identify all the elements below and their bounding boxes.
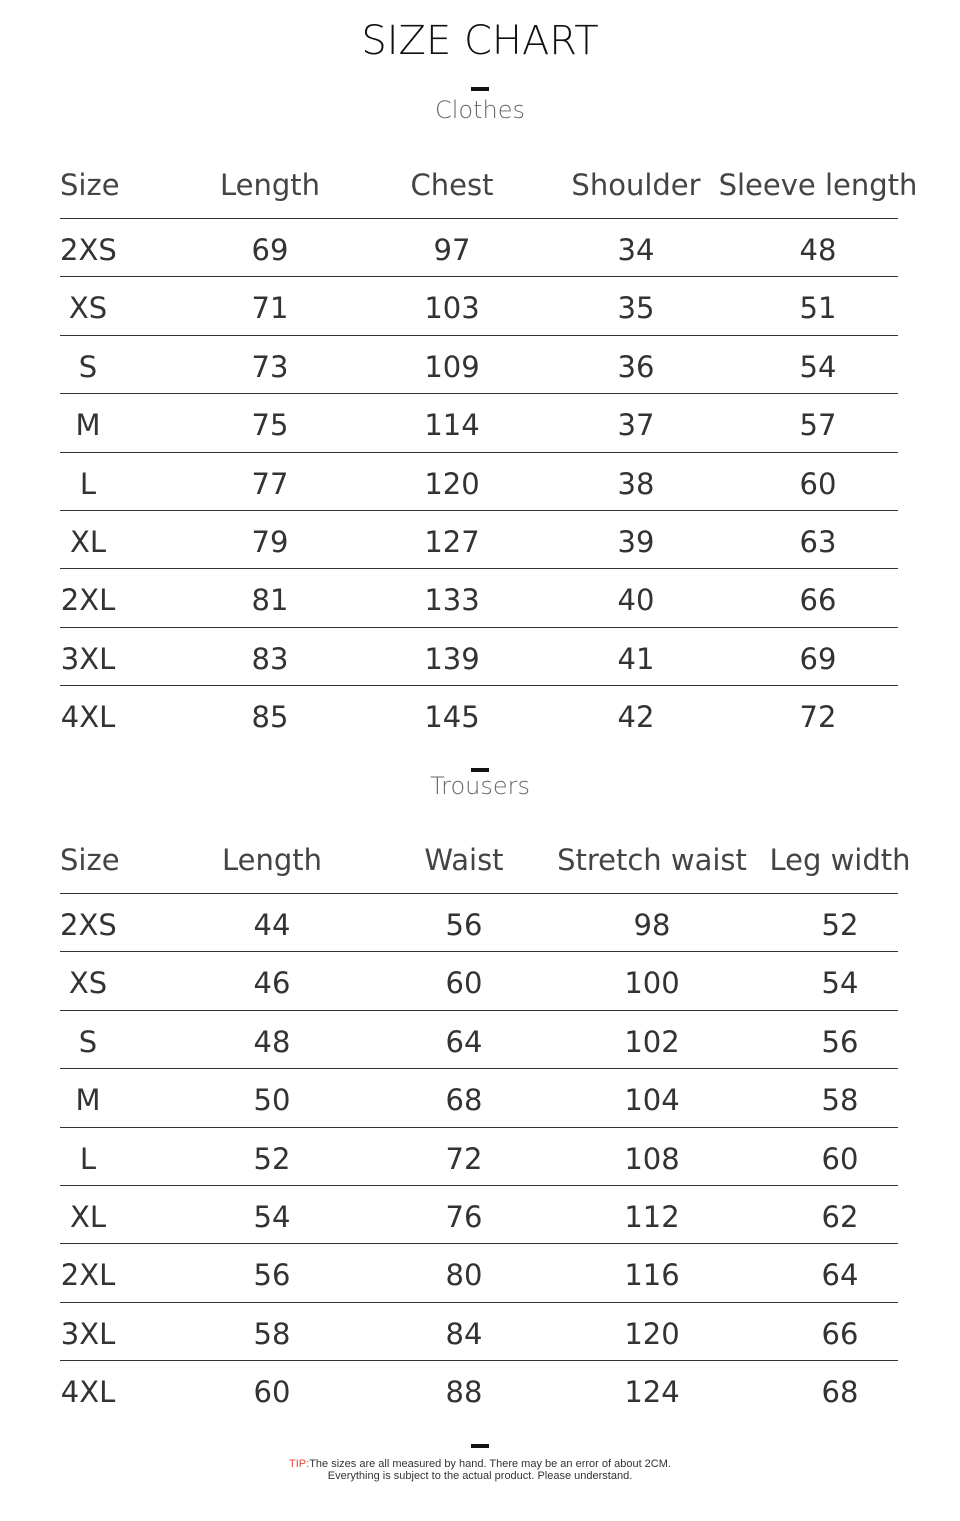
size-cell: L	[79, 1141, 97, 1176]
column-header: Leg width	[769, 843, 911, 877]
measurement-cell: 36	[617, 349, 655, 384]
measurement-cell: 38	[617, 466, 655, 501]
measurement-cell: 52	[253, 1141, 291, 1176]
size-cell: S	[78, 1024, 98, 1059]
measurement-cell: 60	[799, 466, 837, 501]
measurement-cell: 145	[424, 700, 480, 735]
measurement-cell: 66	[821, 1316, 859, 1351]
measurement-cell: 54	[799, 349, 837, 384]
measurement-cell: 50	[253, 1083, 291, 1118]
measurement-cell: 57	[799, 408, 837, 443]
table-row	[60, 627, 898, 685]
size-cell: 4XL	[60, 1375, 116, 1410]
measurement-cell: 133	[424, 583, 480, 618]
column-header: Stretch waist	[557, 843, 747, 877]
measurement-cell: 54	[253, 1199, 291, 1234]
measurement-cell: 39	[617, 524, 655, 559]
measurement-cell: 56	[445, 908, 483, 942]
measurement-cell: 72	[445, 1141, 483, 1176]
table-row	[60, 335, 898, 393]
measurement-cell: 40	[617, 583, 655, 618]
measurement-cell: 60	[821, 1141, 859, 1176]
measurement-cell: 120	[424, 466, 480, 501]
table-row	[60, 510, 898, 568]
size-cell: M	[75, 1083, 101, 1118]
measurement-cell: 66	[799, 583, 837, 618]
measurement-cell: 48	[799, 233, 837, 267]
section-divider-tip	[471, 1444, 489, 1448]
measurement-cell: 68	[445, 1083, 483, 1118]
measurement-cell: 34	[617, 233, 655, 267]
measurement-cell: 72	[799, 700, 837, 735]
trousers-size-table	[60, 831, 911, 1419]
measurement-cell: 116	[624, 1258, 680, 1293]
measurement-cell: 48	[253, 1024, 291, 1059]
column-header: Length	[219, 168, 321, 202]
tip-note	[0, 1458, 960, 1482]
measurement-cell: 80	[445, 1258, 483, 1293]
size-cell: 4XL	[60, 700, 116, 735]
size-cell: XL	[69, 1199, 107, 1234]
measurement-cell: 76	[445, 1199, 483, 1234]
measurement-cell: 84	[445, 1316, 483, 1351]
measurement-cell: 114	[424, 408, 480, 443]
measurement-cell: 44	[253, 908, 291, 942]
size-cell: M	[75, 408, 101, 443]
measurement-cell: 56	[821, 1024, 859, 1059]
table-row	[60, 1010, 898, 1068]
tip-line-1: The sizes are all measured by hand. There may be an error of about 2CM.	[309, 1458, 671, 1470]
measurement-cell: 63	[799, 524, 837, 559]
measurement-cell: 46	[253, 966, 291, 1001]
measurement-cell: 37	[617, 408, 655, 443]
table-row	[60, 276, 898, 334]
measurement-cell: 112	[624, 1199, 680, 1234]
measurement-cell: 109	[424, 349, 480, 384]
measurement-cell: 62	[821, 1199, 859, 1234]
table-row	[60, 1127, 898, 1185]
measurement-cell: 83	[251, 641, 289, 676]
measurement-cell: 51	[799, 291, 837, 326]
clothes-size-table	[60, 156, 918, 744]
measurement-cell: 58	[821, 1083, 859, 1118]
measurement-cell: 41	[617, 641, 655, 676]
section-label-trousers: Trousers	[429, 772, 530, 800]
measurement-cell: 71	[251, 291, 289, 326]
section-divider-clothes	[471, 87, 489, 91]
table-row	[60, 393, 898, 451]
column-header: Size	[60, 843, 120, 877]
tip-label: TIP:	[289, 1458, 310, 1470]
size-cell: XS	[68, 966, 108, 1001]
measurement-cell: 102	[624, 1024, 680, 1059]
measurement-cell: 60	[253, 1375, 291, 1410]
measurement-cell: 42	[617, 700, 655, 735]
measurement-cell: 88	[445, 1375, 483, 1410]
size-cell: 2XS	[60, 908, 117, 942]
size-cell: 2XS	[60, 233, 117, 267]
size-cell: XL	[69, 524, 107, 559]
measurement-cell: 52	[821, 908, 859, 942]
size-cell: L	[79, 466, 97, 501]
size-cell: 3XL	[60, 641, 116, 676]
measurement-cell: 56	[253, 1258, 291, 1293]
measurement-cell: 100	[624, 966, 680, 1001]
table-header	[60, 156, 918, 218]
measurement-cell: 58	[253, 1316, 291, 1351]
measurement-cell: 54	[821, 966, 859, 1001]
measurement-cell: 69	[799, 641, 837, 676]
measurement-cell: 103	[424, 291, 480, 326]
measurement-cell: 104	[624, 1083, 680, 1118]
table-row	[60, 951, 898, 1009]
measurement-cell: 68	[821, 1375, 859, 1410]
table-row	[60, 1360, 898, 1418]
table-row	[60, 893, 898, 951]
table-row	[60, 568, 898, 626]
measurement-cell: 81	[251, 583, 289, 618]
column-header: Shoulder	[571, 168, 701, 202]
measurement-cell: 120	[624, 1316, 680, 1351]
size-cell: 2XL	[60, 583, 116, 618]
table-row	[60, 218, 898, 276]
measurement-cell: 64	[445, 1024, 483, 1059]
column-header: Sleeve length	[718, 168, 918, 202]
size-cell: 3XL	[60, 1316, 116, 1351]
measurement-cell: 139	[424, 641, 480, 676]
measurement-cell: 108	[624, 1141, 680, 1176]
table-row	[60, 1243, 898, 1301]
column-header: Chest	[410, 168, 494, 202]
measurement-cell: 79	[251, 524, 289, 559]
measurement-cell: 35	[617, 291, 655, 326]
column-header: Length	[221, 843, 323, 877]
column-header: Waist	[424, 843, 504, 877]
measurement-cell: 69	[251, 233, 289, 267]
table-row	[60, 685, 898, 743]
measurement-cell: 85	[251, 700, 289, 735]
tip-line-2: Everything is subject to the actual product. Please understand.	[327, 1470, 633, 1482]
measurement-cell: 124	[624, 1375, 680, 1410]
table-row	[60, 1302, 898, 1360]
measurement-cell: 77	[251, 466, 289, 501]
table-row	[60, 1185, 898, 1243]
section-label-clothes: Clothes	[435, 96, 525, 124]
table-row	[60, 452, 898, 510]
measurement-cell: 97	[433, 233, 471, 267]
table-row	[60, 1068, 898, 1126]
size-cell: 2XL	[60, 1258, 116, 1293]
table-header	[60, 831, 911, 893]
size-cell: S	[78, 349, 98, 384]
measurement-cell: 75	[251, 408, 289, 443]
measurement-cell: 98	[633, 908, 671, 942]
measurement-cell: 73	[251, 349, 289, 384]
size-cell: XS	[68, 291, 108, 326]
measurement-cell: 127	[424, 524, 480, 559]
measurement-cell: 64	[821, 1258, 859, 1293]
measurement-cell: 60	[445, 966, 483, 1001]
column-header: Size	[60, 168, 120, 202]
page-title: SIZE CHART	[361, 18, 599, 64]
